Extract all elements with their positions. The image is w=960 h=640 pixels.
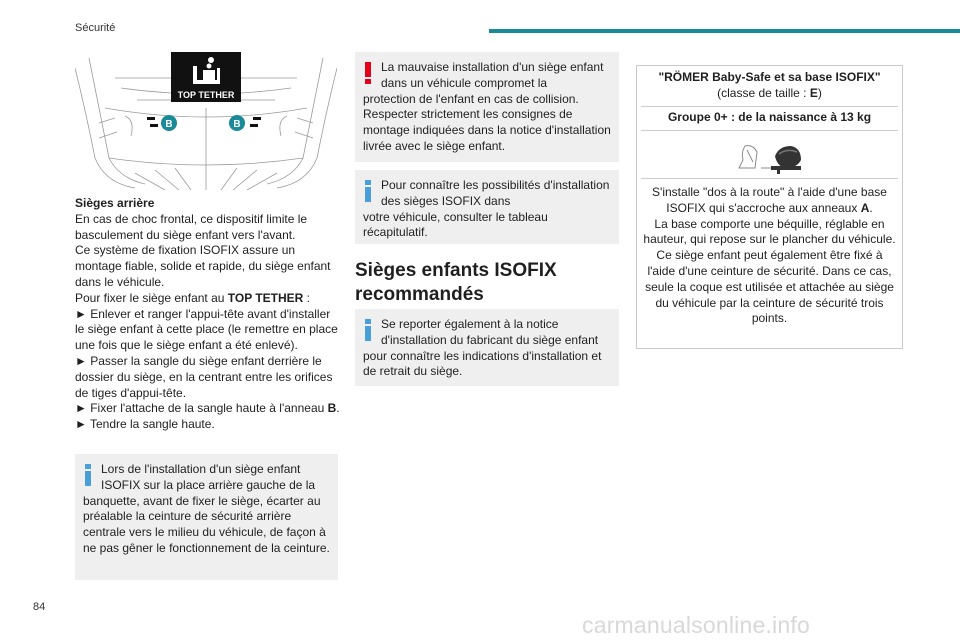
step-item: ► Enlever et ranger l'appui-tête avant d'installer le siège enfant à cette place (le remettre en place une fois que le siège enfant a été enlevé). (75, 306, 338, 353)
rear-seats-heading: Sièges arrière (75, 196, 155, 210)
table-divider (641, 130, 898, 131)
child-seat-image (735, 138, 805, 174)
step-item: ► Passer la sangle du siège enfant derrière le dossier du siège, en la centrant entre les orifices de tiges d'appui-tête. (75, 353, 333, 400)
text: ) (817, 85, 822, 100)
top-tether-term: TOP TETHER (227, 290, 304, 305)
child-seat-table (636, 65, 903, 349)
note-text: pour connaître les indications d'installation et de retrait du siège. (363, 348, 602, 379)
table-divider (641, 178, 898, 179)
text: Pour fixer le siège enfant au (75, 290, 228, 305)
text: ► Fixer l'attache de la sangle haute à l'anneau (75, 401, 328, 416)
info-icon (84, 464, 92, 486)
note-text: votre véhicule, consulter le tableau récapitulatif. (363, 209, 548, 240)
seat-model-name: "RÖMER Baby-Safe et sa base ISOFIX" (658, 70, 881, 84)
note-text: banquette, avant de fixer le siège, écarter au préalable la ceinture de sécurité arrière centrale vers le milieu du véhicule, de façon à ne pas gêner le fonctionnement de la ceinture. (83, 493, 330, 555)
note-text: protection de l'enfant en cas de collision. Respecter strictement les consignes de montage indiquées dans la notice d'installation livrée avec le siège enfant. (363, 91, 611, 153)
group-label: Groupe 0+ : de la naissance à 13 kg (667, 110, 872, 124)
warning-icon (364, 62, 372, 84)
text: . (336, 401, 340, 416)
section-title: Sécurité (75, 22, 116, 34)
text: (classe de taille : (717, 85, 810, 100)
watermark: carmanualsonline.info (582, 612, 810, 638)
size-class: E (809, 85, 818, 100)
paragraph: En cas de choc frontal, ce dispositif limite le basculement du siège enfant vers l'avant. (75, 211, 308, 242)
paragraph (75, 291, 340, 307)
info-note-isofix-left (75, 454, 338, 580)
note-text-first: La mauvaise installation d'un siège enfant dans un véhicule compromet la (381, 60, 604, 90)
page-number: 84 (33, 601, 46, 613)
top-tether-label: TOP TETHER (177, 90, 235, 100)
text: . (869, 200, 873, 215)
note-text-first: Pour connaître les possibilités d'installation des sièges ISOFIX dans (381, 178, 610, 208)
info-note-isofix-table (355, 170, 619, 244)
info-note-manufacturer (355, 309, 619, 386)
note-text-first: Se reporter également à la notice d'installation du fabricant du siège enfant (381, 317, 599, 347)
header-accent-bar (489, 29, 960, 33)
info-icon (364, 180, 372, 202)
anchor-b-right-label: B (233, 119, 241, 130)
anchor-term: B (327, 401, 337, 416)
info-icon (364, 319, 372, 341)
seat-description (637, 185, 902, 327)
section-heading: Sièges enfants ISOFIX recommandés (355, 260, 557, 305)
text: S'installe "dos à la route" à l'aide d'une base ISOFIX qui s'accroche aux anneaux (652, 185, 887, 215)
step-item (75, 401, 340, 417)
description-line: La base comporte une béquille, réglable en hauteur, qui repose sur le plancher du véhicule. (643, 216, 896, 247)
warning-note-installation (355, 52, 619, 162)
text: : (303, 290, 311, 305)
paragraph: Ce système de fixation ISOFIX assure un montage fiable, solide et rapide, du siège enfant dans le véhicule. (75, 243, 331, 289)
anchor-b-left-label: B (165, 119, 173, 130)
rear-seats-text (75, 196, 340, 433)
top-tether-illustration (75, 48, 337, 190)
table-divider (641, 106, 898, 107)
anchor-a-term: A (860, 200, 870, 215)
table-title (637, 70, 902, 102)
description-line: Ce siège enfant peut également être fixé à l'aide d'une ceinture de sécurité. Dans ce cas, seule la coque est utilisée et attachée au siège du véhicule par la ceinture de sécurité trois points. (645, 248, 894, 326)
step-item: ► Tendre la sangle haute. (75, 417, 215, 432)
note-text-first: Lors de l'installation d'un siège enfant ISOFIX sur la place arrière gauche de la (101, 462, 316, 492)
